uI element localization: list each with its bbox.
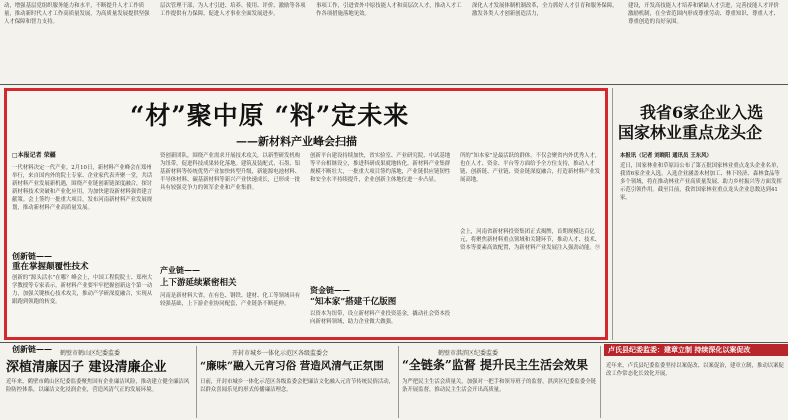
top-col-5: 建设，开发高技能人才培养和紧缺人才引进，完善技能人才评价激励机制，在全省范围内形成尊重劳动、尊重知识、尊重人才、尊重创造的良好氛围。 (628, 3, 779, 25)
side-headline-line1: 我省6家企业入选 (640, 103, 764, 122)
feature-headline: “材”聚中原 “料”定未来 (130, 101, 410, 130)
feature-col1-subhead-a: 创新链—— (12, 344, 52, 354)
feature-col1-subhead-b: 重在掌握颠覆性技术 (12, 262, 89, 272)
feature-col2-subhead-a: 产业链—— (160, 265, 200, 275)
bottom-col4-body: 近年来，卢氏县纪委监委坚持以案促改、以案促治，建章立制，推动以案促改工作常态化长效化开展。 (606, 363, 784, 377)
feature-subtitle: ——新材料产业峰会扫描 (236, 135, 357, 148)
bottom-col2-body: 日前，开封市城乡一体化示范区各级监委会把廉洁文化融入元宵节传统民俗活动，以群众喜闻乐见的形式传播廉洁理念。 (200, 379, 395, 393)
side-headline-line2: 国家林业重点龙头企 (618, 123, 763, 142)
feature-col3-subhead-b: “知本家”搭建千亿版图 (310, 297, 397, 307)
feature-col3-body: 创新平台建设持续加快，省实验室、产业研究院、中试基地等平台相继设立，推进科研成果就地转化。新材料产业集群规模不断壮大，一批重大项目签约落地，产业链供应链韧性和安全水平持续提升，企业创新主体地位进一步凸显。 (310, 153, 451, 183)
vertical-divider-right (612, 88, 613, 340)
feature-col-4 (460, 152, 602, 334)
bottom-col1-kicker: 鹤壁市鹤山区纪委监委 (60, 350, 121, 357)
bottom-col3-kicker: 鹤壁市淇滨区纪委监委 (438, 350, 499, 357)
bottom-col2-kicker: 开封市城乡一体化示范区各级监委会 (232, 350, 329, 357)
vertical-divider-bottom-3 (600, 346, 601, 418)
feature-col4-body: 所的“知本家”是最活跃的群体。不仅会聚省内外优秀人才，也在人才、资金、平台等方面给予全方位支持，推动人才链、创新链、产业链、资金链深度融合，打造新材料产业发展高地。 (460, 153, 601, 183)
feature-col2-body-2: 河南是新材料大省，在有色、钢铁、建材、化工等领域具有较强基础，上下游企业协同配套，产业链条不断延伸。 (160, 293, 301, 307)
bottom-col3-headline: “全链条”监督 提升民主生活会效果 (402, 358, 588, 372)
feature-col2-subhead-b: 上下游延续紧密相关 (160, 278, 237, 288)
vertical-divider-bottom-1 (196, 346, 197, 418)
feature-col2-body: 资创新团队，围绕产业需求开展技术攻关，以新型研发机构为纽带，促进科技成果转化落地。建筑及装配式、石墨、铝基新材料等传统优势产业加快转型升级，新能源电池材料、半导体材料、碳基新材料等新兴产业快速成长，已形成一批具有较强竞争力的领军企业和产业集群。 (160, 153, 301, 191)
bottom-col3-body: 为严把民主生活会质量关，加强对一把手和领导班子的监督，淇滨区纪委监委全链条开展监督，推动民主生活会开出高质量。 (402, 379, 597, 393)
feature-col1-body: 一代材料决定一代产业。2月10日，新材料产业峰会在郑州举行，来自国内外的院士专家、企业家代表齐聚一堂，共话新材料产业发展新机遇，围绕产业链创新链深度融合，探讨新材料技术突破和产业化应用，为加快建设新材料强省建言献策。会上签约一批重大项目，发布河南新材料产业发展规划，推动新材料产业高质量发展。 (12, 165, 153, 211)
vertical-divider-bottom-2 (398, 346, 399, 418)
bottom-col4-kicker: 卢氏县纪委监委：建章立制 持续深化以案促改 (604, 344, 788, 356)
bottom-col1-headline: 深植清廉因子 建设清廉企业 (6, 360, 167, 375)
bottom-col1-body: 近年来，鹤壁市鹤山区纪委监委聚焦国有企业廉洁风险，推动建立健全廉洁风险防控体系，以廉洁文化浸润企业，营造风清气正的发展环境。 (6, 379, 190, 393)
feature-col4-body-2: 会上，河南省新材料投资集团正式揭牌，首期规模达百亿元，将聚焦新材料重点领域和关键环节，推动人才、技术、资本等要素高效配置，为新材料产业发展注入强劲动能。⑨ (460, 229, 601, 251)
side-byline: 本报讯（记者 刘晓阳 通讯员 王东风） (620, 153, 712, 159)
feature-col-2 (160, 152, 304, 334)
top-col-1: 动，增强基层党组织服务能力和水平，不断提升人才工作质量，推动新时代人才工作高质量发展，为高质量发展提供坚强人才保障和智力支持。 (4, 3, 150, 25)
top-divider (0, 84, 788, 85)
top-col-3: 事项工作，引进省外中原技能人才和高层次人才，推动人才工作各项措施落地见效。 (316, 3, 462, 17)
side-body: 近日，国家林业和草原局公布了第五批国家林业重点龙头企业名单，我省6家企业入选。入选企业涵盖木材加工、林下经济、森林食品等多个领域，将在推动林业产业高质量发展、助力乡村振兴等方面发挥示范引领作用。截至目前，我省国家林业重点龙头企业总数达到41家。 (620, 163, 782, 201)
feature-col3-body-2: 以资本为纽带，设立新材料产业投资基金，撬动社会资本投向新材料领域，助力企业做大做强。 (310, 311, 451, 325)
feature-col3-subhead-a: 资金链—— (310, 285, 350, 295)
feature-col1-subhead-a-visible: 创新链—— (12, 251, 52, 261)
feature-byline: □本报记者 荣疆 (12, 152, 56, 159)
bottom-col2-headline: “廉味”融入元宵习俗 营造风清气正氛围 (200, 360, 384, 372)
feature-col-3 (310, 152, 454, 334)
top-col-4: 深化人才发展体制机制改革，全力抓好人才引育和服务保障，激发各类人才创新创造活力， (472, 3, 618, 17)
top-col-2: 层次管理干部，为人才引进、培养、使用、评价、激励等各项工作提供有力保障，促进人才事业全面发展进步。 (160, 3, 306, 17)
mid-divider (0, 342, 788, 343)
feature-col1-body-2: 创新的“源头活水”在哪？峰会上，中国工程院院士、郑州大学教授等专家表示，新材料产业要牢牢把握创新这个第一动力，加强关键核心技术攻关，推动产学研深度融合，实现从跟跑到领跑的转变。 (12, 275, 153, 305)
